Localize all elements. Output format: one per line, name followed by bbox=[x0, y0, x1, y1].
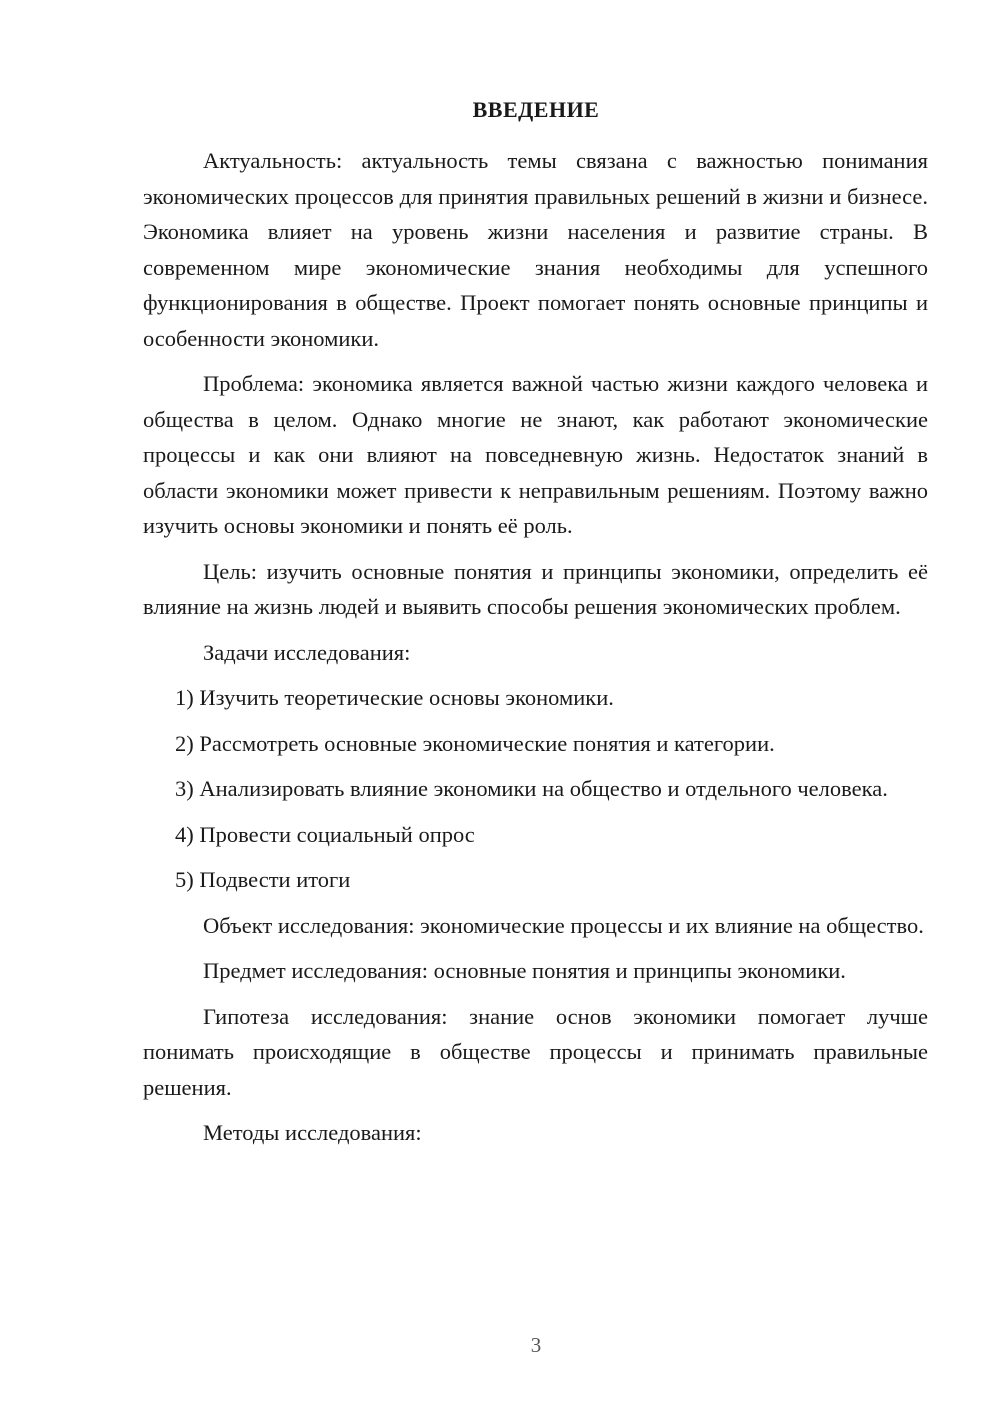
task-item-4: 4) Провести социальный опрос bbox=[175, 821, 475, 847]
methods-title: Методы исследования: bbox=[203, 1120, 422, 1145]
task-item-5: 5) Подвести итоги bbox=[175, 867, 351, 892]
task-item-3: 3) Анализировать влияние экономики на общество и отдельного человека. bbox=[175, 776, 888, 801]
paragraph-relevance: Актуальность: актуальность темы связана с важностью понимания экономических процессов для принятия правильных решений в жизни и бизнесе. Экономика влияет на уровень жизни населения и развитие страны. В современном мире экономические знания необходимы для успешного функционирования в обществе. Проект помогает понять основные принципы и особенности экономики. bbox=[143, 148, 928, 351]
paragraph-object: Объект исследования: экономические процессы и их влияние на общество. bbox=[203, 912, 924, 938]
page-number: 3 bbox=[530, 1333, 542, 1357]
paragraph-subject: Предмет исследования: основные понятия и принципы экономики. bbox=[203, 958, 846, 983]
document-body bbox=[143, 143, 928, 1151]
task-item-2: 2) Рассмотреть основные экономические понятия и категории. bbox=[175, 730, 775, 756]
paragraph-goal: Цель: изучить основные понятия и принципы экономики, определить её влияние на жизнь людей и выявить способы решения экономических проблем. bbox=[143, 558, 928, 619]
page-title: ВВЕДЕНИЕ bbox=[472, 97, 600, 122]
tasks-title: Задачи исследования: bbox=[203, 639, 411, 665]
paragraph-problem: Проблема: экономика является важной частью жизни каждого человека и общества в целом. Однако многие не знают, как работают экономические процессы и как они влияют на повседневную жизнь. Недостаток знаний в области экономики может привести к неправильным решениям. Поэтому важно изучить основы экономики и понять её роль. bbox=[143, 371, 928, 538]
task-item-1: 1) Изучить теоретические основы экономики. bbox=[175, 685, 614, 710]
paragraph-hypothesis: Гипотеза исследования: знание основ экономики помогает лучше понимать происходящие в обществе процессы и принимать правильные решения. bbox=[143, 1003, 928, 1100]
